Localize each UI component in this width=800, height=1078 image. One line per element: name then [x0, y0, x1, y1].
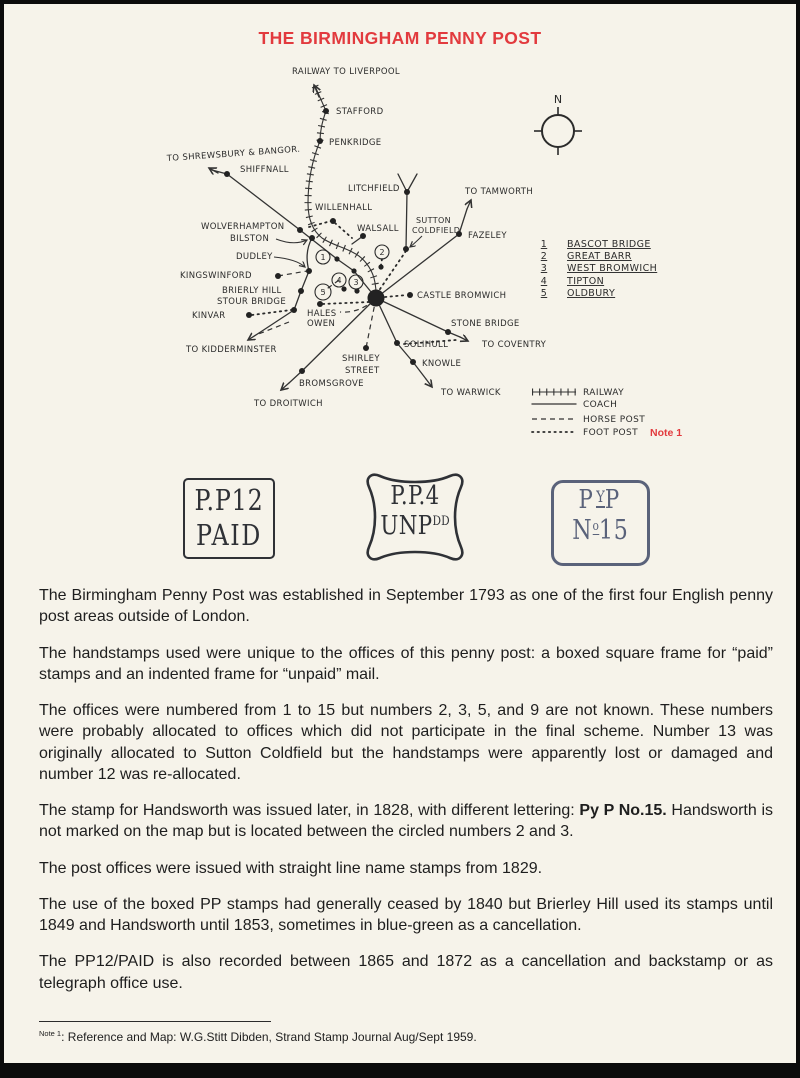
legend-foot-post-label: FOOT POST: [583, 428, 639, 438]
paragraph-2: The handstamps used were unique to the offices of this penny post: a boxed square frame for “paid” stamps and an indented frame for “unpaid” mail.: [39, 644, 773, 683]
map-label-bromsgrove: BROMSGROVE: [299, 379, 364, 389]
svg-text:5: 5: [320, 288, 326, 297]
body-text: [39, 585, 773, 1044]
svg-text:5: 5: [540, 288, 548, 299]
map-label-to-tamworth: TO TAMWORTH: [465, 187, 534, 197]
stamp-pp4-unpaid: [360, 467, 470, 569]
map-label-coldfield: COLDFIELD: [412, 226, 461, 235]
numbered-office-list: [541, 239, 657, 299]
svg-text:2: 2: [540, 251, 548, 262]
map-label-castle-bromwich: CASTLE BROMWICH: [417, 291, 507, 301]
railway-arrow: [314, 85, 319, 97]
map-label-to-kidderminster: TO KIDDERMINSTER: [186, 345, 277, 355]
litchfield-sutton-road: [406, 192, 407, 249]
office-name: GREAT BARR: [567, 251, 632, 262]
shrewsbury-arrow: [209, 168, 218, 173]
stamp-pp4-line1: P.P.4: [390, 481, 440, 511]
page-title: THE BIRMINGHAM PENNY POST: [258, 28, 542, 48]
warwick-arrow: [426, 379, 432, 387]
map-label-stone-bridge: STONE BRIDGE: [451, 319, 520, 329]
legend-horse-post-label: HORSE POST: [583, 415, 646, 425]
legend-railway-label: RAILWAY: [583, 388, 625, 398]
map-label-to-warwick: TO WARWICK: [441, 388, 501, 398]
paragraph-1: The Birmingham Penny Post was established in September 1793 as one of the first four English penny post areas outside of London.: [39, 587, 773, 626]
map-label-stafford: STAFFORD: [336, 107, 384, 117]
map-label-fazeley: FAZELEY: [468, 231, 507, 241]
stamp-pyp-line2: $N^o15$: [572, 515, 629, 546]
bilston-pointer: [276, 239, 307, 243]
kidderminster-arrow: [248, 333, 259, 340]
halesowen-foot-post: [323, 302, 369, 304]
map-label-brierly-hill: BRIERLY HILL: [222, 286, 282, 296]
penny-post-map: [4, 57, 800, 457]
footnote: [39, 1029, 773, 1044]
map-label-shiffnall: SHIFFNALL: [240, 165, 289, 175]
stamp-pp12-line2: PAID: [195, 518, 263, 552]
svg-text:1: 1: [320, 253, 326, 262]
map-legend: [532, 388, 682, 439]
map-label-walsall: WALSALL: [357, 224, 399, 234]
stamp-pp4-line2: $UNP^{DD}$: [380, 511, 450, 541]
map-labels: [166, 67, 547, 409]
map-label-stour-bridge: STOUR BRIDGE: [217, 297, 287, 307]
map-label-penkridge: PENKRIDGE: [329, 138, 382, 148]
map-label-kingswinford: KINGSWINFORD: [180, 271, 252, 281]
office-name: TIPTON: [567, 276, 605, 287]
paragraph-3: The offices were numbered from 1 to 15 but numbers 2, 3, 5, and 9 are not known. These numbers were probably allocated to offices which did not participate in the final scheme. Number 13 was originally allocated to Sutton Coldfield but the handstamps were apparently lost or damaged and number 12 was re-allocated.: [39, 702, 773, 783]
droitwich-arrow: [281, 383, 289, 390]
map-label-litchfield: LITCHFIELD: [348, 184, 400, 194]
bold-pyp-no15: Py P No.15.: [579, 802, 667, 820]
tamworth-arrow: [467, 200, 471, 209]
footnote-rule: [39, 1021, 271, 1022]
map-label-kinvar: KINVAR: [192, 311, 226, 321]
circle2-foot-post: [381, 259, 382, 265]
paragraph-4: The stamp for Handsworth was issued later, in 1828, with different lettering: Py P No.15. Handsworth is not marked on the map but is located between the circled numbers 2 and 3.: [39, 802, 773, 841]
office-name: BASCOT BRIDGE: [567, 239, 651, 250]
stamp-pp12-paid: [183, 478, 275, 559]
map-label-hales: HALES: [307, 309, 337, 319]
castle-bromwich-foot-post: [385, 295, 407, 297]
map-label-bilston: BILSTON: [230, 234, 270, 244]
map-label-willenhall: WILLENHALL: [315, 203, 373, 213]
stamp-pyp-no15: [551, 480, 650, 566]
map-label-knowle: KNOWLE: [422, 359, 462, 369]
map-label-wolverhampton: WOLVERHAMPTON: [201, 222, 285, 232]
map-label-sutton: SUTTON: [416, 216, 451, 225]
compass-rose: [534, 93, 582, 155]
legend-coach-label: COACH: [583, 400, 618, 410]
dudley-pointer: [274, 257, 305, 267]
stamp-pp4-superscript: DD: [432, 514, 450, 529]
svg-text:3: 3: [353, 278, 359, 287]
map-label-to-droitwich: TO DROITWICH: [254, 399, 323, 409]
sutton-pointer: [410, 236, 422, 247]
note-1-reference: Note 1: [650, 427, 683, 439]
map-label-to-shrewsbury: TO SHREWSBURY & BANGOR.: [166, 144, 301, 164]
paragraph-5: The post offices were issued with straight line name stamps from 1829.: [39, 859, 543, 877]
stamp-pyp-line1: $P^YP$: [578, 485, 623, 515]
map-label-to-coventry: TO COVENTRY: [482, 340, 547, 350]
map-label-street: STREET: [345, 366, 380, 376]
map-label-railway-to-liverpool: RAILWAY TO LIVERPOOL: [292, 67, 400, 77]
map-label-solihull: SOLIHULL: [404, 340, 449, 350]
svg-text:2: 2: [379, 248, 385, 257]
svg-text:4: 4: [540, 276, 548, 287]
map-label-shirley: SHIRLEY: [342, 354, 380, 364]
paragraph-6: The use of the boxed PP stamps had generally ceased by 1840 but Brierley Hill used its stamps until 1849 and Handsworth until 1853, sometimes in blue-green as a cancellation.: [39, 895, 773, 935]
svg-text:3: 3: [540, 263, 548, 274]
map-label-owen: OWEN: [307, 319, 336, 329]
compass-north-label: N: [553, 93, 563, 106]
office-name: OLDBURY: [567, 288, 616, 299]
svg-text:1: 1: [540, 239, 548, 250]
kinvar-foot-post: [252, 310, 291, 315]
office-name: WEST BROMWICH: [567, 263, 658, 274]
birmingham-hub-dot: [368, 290, 385, 307]
kingswinford-horse-post: [278, 271, 307, 276]
svg-text:4: 4: [336, 276, 342, 285]
coventry-arrow: [460, 337, 468, 341]
stamp-pp12-line1: P.P12: [194, 483, 264, 517]
paragraph-7: The PP12/PAID is also recorded between 1865 and 1872 as a cancellation and backstamp or as telegraph office use.: [39, 953, 773, 992]
map-label-dudley: DUDLEY: [236, 252, 273, 262]
footnote-text: : Reference and Map: W.G.Stitt Dibden, Strand Stamp Journal Aug/Sept 1959.: [61, 1029, 477, 1044]
footnote-ref: Note 1: [39, 1028, 62, 1038]
